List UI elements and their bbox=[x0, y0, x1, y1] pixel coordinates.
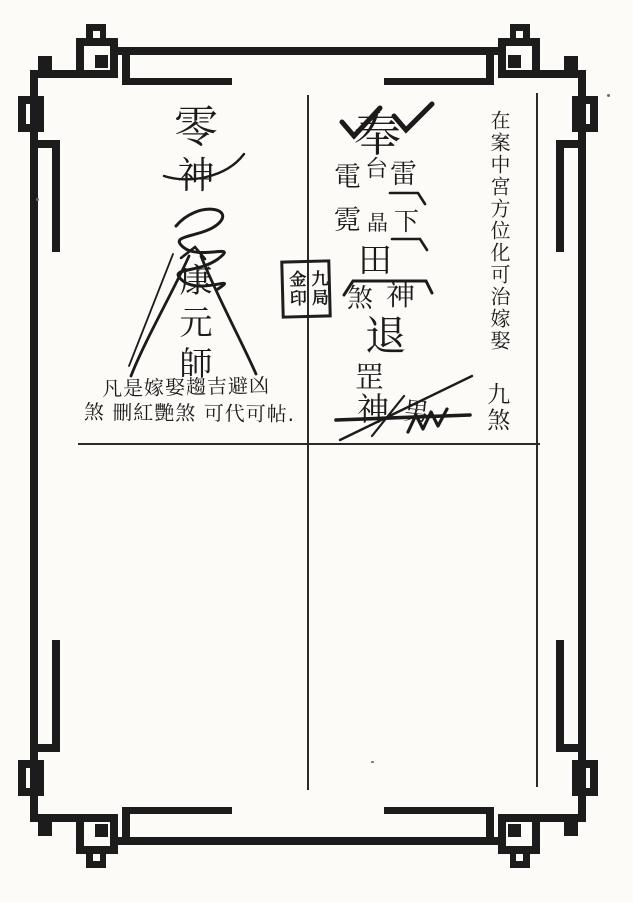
talisman-char: 電 bbox=[334, 162, 361, 193]
talisman-char: 下 bbox=[394, 207, 420, 236]
talisman-char: 師 bbox=[179, 344, 213, 384]
right-talisman bbox=[330, 100, 490, 450]
talisman-char: 神 bbox=[177, 153, 215, 197]
side-note-tail: 九煞 bbox=[483, 382, 510, 434]
talisman-char: 神 bbox=[386, 278, 416, 312]
talisman-char: 台 bbox=[365, 156, 388, 182]
talisman-char: 晶 bbox=[367, 211, 388, 235]
talisman-char: 元 bbox=[179, 302, 213, 342]
seal-left-column: 金印 bbox=[285, 270, 307, 309]
talisman-char: 煞 bbox=[347, 284, 374, 314]
caption-line: 煞 刪紅艷煞 可代可帖. bbox=[83, 399, 296, 427]
paper-speck bbox=[607, 94, 610, 97]
paper-speck bbox=[36, 198, 39, 201]
left-talisman-body bbox=[158, 260, 234, 385]
talisman-char: 零 bbox=[174, 102, 218, 153]
talisman-char: 罡 bbox=[355, 360, 385, 394]
talisman-char: 康 bbox=[179, 261, 213, 300]
talisman-char: 退 bbox=[365, 312, 406, 360]
talisman-char: 男 bbox=[402, 395, 431, 428]
talisman-char: 神 bbox=[357, 390, 390, 428]
talisman-char: 霓 bbox=[334, 205, 361, 236]
talisman-char: 田 bbox=[358, 241, 392, 281]
caption-line: 凡是嫁娶趨吉避凶 bbox=[101, 373, 271, 401]
nine-bureau-gold-seal bbox=[280, 259, 332, 318]
strikeout-scribble-icon bbox=[328, 356, 480, 450]
underline-hook-icon bbox=[390, 236, 430, 252]
talisman-char: 雷 bbox=[390, 159, 417, 190]
talisman-char: 奉 bbox=[354, 108, 401, 163]
seal-right-column: 九局 bbox=[307, 269, 329, 308]
underline-hook-icon bbox=[388, 190, 428, 206]
side-note-column: 在案中宮方位化可治嫁娶 bbox=[487, 110, 511, 352]
flourish-tail-icon bbox=[160, 148, 252, 190]
paper-speck bbox=[371, 761, 374, 763]
